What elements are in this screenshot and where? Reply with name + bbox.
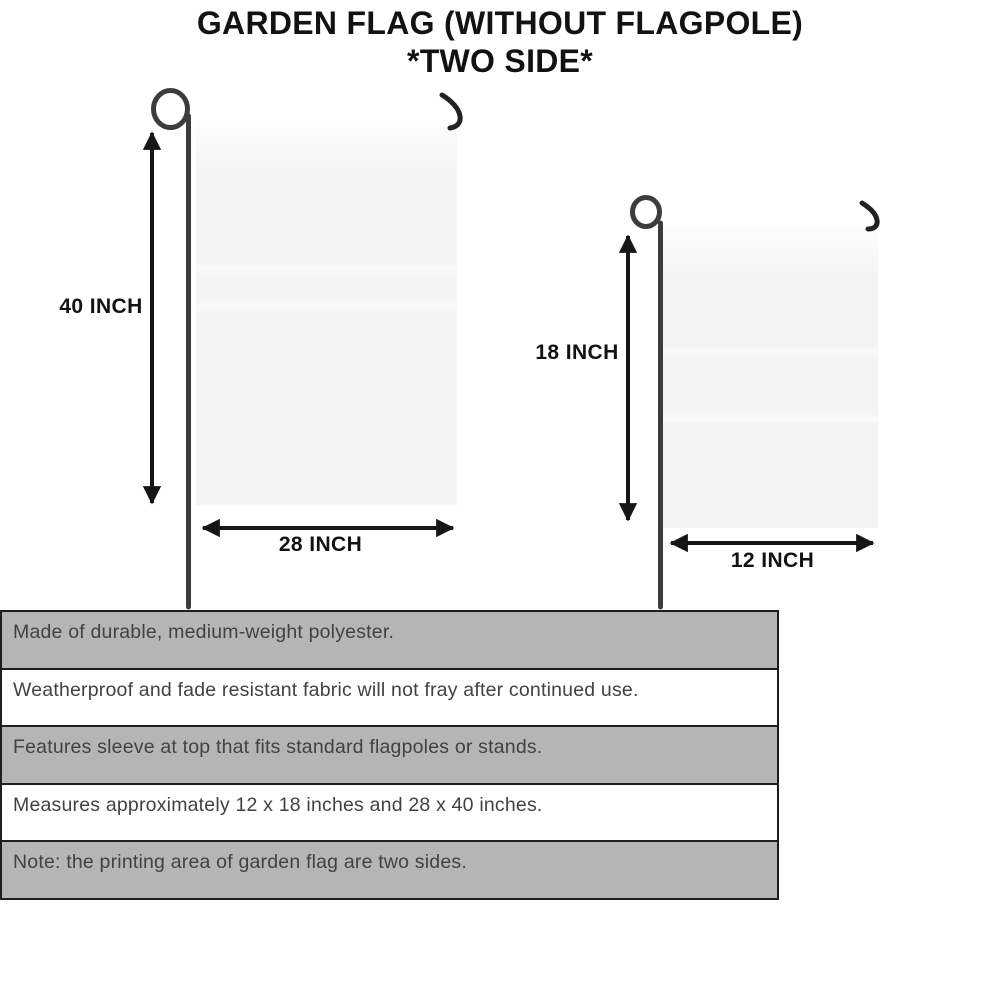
small-flag-width-label: 12 INCH xyxy=(730,549,815,572)
page-title xyxy=(0,4,1000,79)
title-line-2: *TWO SIDE* xyxy=(406,43,594,79)
large-flag-width-label: 28 INCH xyxy=(278,533,363,556)
feature-row: Weatherproof and fade resistant fabric will not fray after continued use. xyxy=(2,670,777,728)
large-flag-height-label: 40 INCH xyxy=(59,295,143,318)
feature-row: Made of durable, medium-weight polyester. xyxy=(2,612,777,670)
large-flag-canvas xyxy=(196,120,457,505)
feature-row: Features sleeve at top that fits standard flagpoles or stands. xyxy=(2,727,777,785)
title-line-1: GARDEN FLAG (WITHOUT FLAGPOLE) xyxy=(196,5,804,41)
small-flag-canvas xyxy=(663,225,878,528)
feature-row: Measures approximately 12 x 18 inches and 28 x 40 inches. xyxy=(2,785,777,843)
feature-table xyxy=(0,610,779,900)
small-flag-height-label: 18 INCH xyxy=(535,341,619,364)
feature-row: Note: the printing area of garden flag are two sides. xyxy=(2,842,777,898)
